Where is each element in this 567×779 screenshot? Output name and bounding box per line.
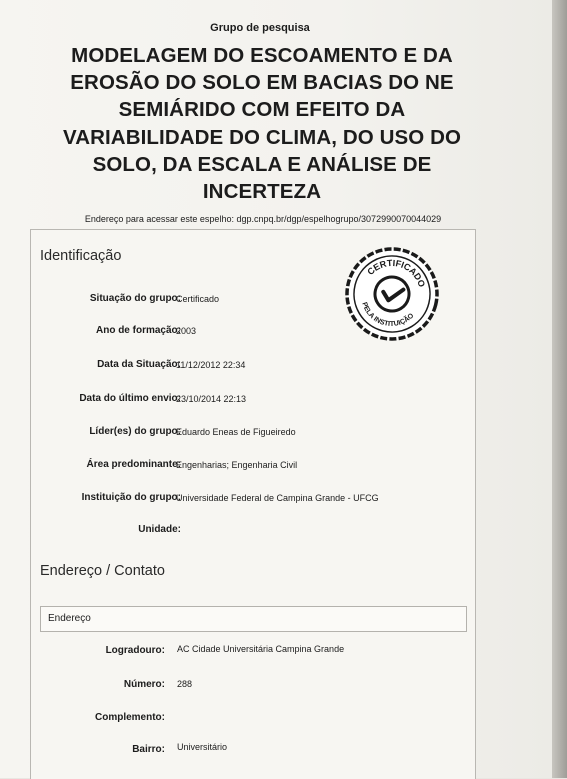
certified-seal-icon xyxy=(342,244,442,344)
seal-top-text: CERTIFICADO xyxy=(365,257,428,289)
group-label: Grupo de pesquisa xyxy=(210,22,310,34)
title-line: VARIABILIDADE DO CLIMA, DO USO DO xyxy=(62,125,462,149)
subsection-endereco xyxy=(40,606,467,632)
value-logradouro: AC Cidade Universitária Campina Grande xyxy=(177,644,345,654)
value-numero: 288 xyxy=(177,679,193,689)
title-line: SOLO, DA ESCALA E ANÁLISE DE xyxy=(92,152,432,176)
label-ultimo-envio: Data do último envio: xyxy=(79,393,181,404)
title-line: EROSÃO DO SOLO EM BACIAS DO NE xyxy=(70,71,454,95)
label-bairro: Bairro: xyxy=(132,744,165,755)
value-instituicao: Universidade Federal de Campina Grande - UFCG xyxy=(176,493,379,503)
section-title-identificacao: Identificação xyxy=(40,248,122,264)
page-edge-shadow xyxy=(552,0,567,778)
label-ano-formacao: Ano de formação: xyxy=(95,325,181,336)
label-instituicao: Instituição do grupo: xyxy=(81,492,181,503)
value-ano-formacao: 2003 xyxy=(176,326,197,336)
label-area: Área predominante: xyxy=(86,459,181,470)
label-lideres: Líder(es) do grupo: xyxy=(89,426,181,437)
label-unidade: Unidade: xyxy=(138,524,181,535)
label-numero: Número: xyxy=(123,679,165,690)
group-title xyxy=(22,42,502,205)
title-line: INCERTEZA xyxy=(202,180,322,204)
value-data-situacao: 11/12/2012 22:34 xyxy=(176,360,246,370)
value-lideres[interactable]: Eduardo Eneas de Figueiredo xyxy=(176,427,296,437)
subsection-title: Endereço xyxy=(48,613,91,624)
value-ultimo-envio: 23/10/2014 22:13 xyxy=(176,394,247,404)
value-area: Engenharias; Engenharia Civil xyxy=(176,460,298,470)
title-line: SEMIÁRIDO COM EFEITO DA xyxy=(118,98,406,122)
mirror-url[interactable]: Endereço para acessar este espelho: dgp.cnpq.br/dgp/espelhogrupo/3072990070044029 xyxy=(84,214,442,224)
label-complemento: Complemento: xyxy=(95,712,165,723)
label-logradouro: Logradouro: xyxy=(105,645,165,656)
label-data-situacao: Data da Situação: xyxy=(97,359,181,370)
label-situacao: Situação do grupo: xyxy=(89,293,181,304)
section-title-endereco-contato: Endereço / Contato xyxy=(40,563,165,579)
value-situacao: Certificado xyxy=(176,294,220,304)
seal-bottom-text: PELA INSTITUIÇÃO xyxy=(360,301,416,328)
value-bairro: Universitário xyxy=(177,742,228,752)
title-line: MODELAGEM DO ESCOAMENTO E DA xyxy=(71,44,453,67)
